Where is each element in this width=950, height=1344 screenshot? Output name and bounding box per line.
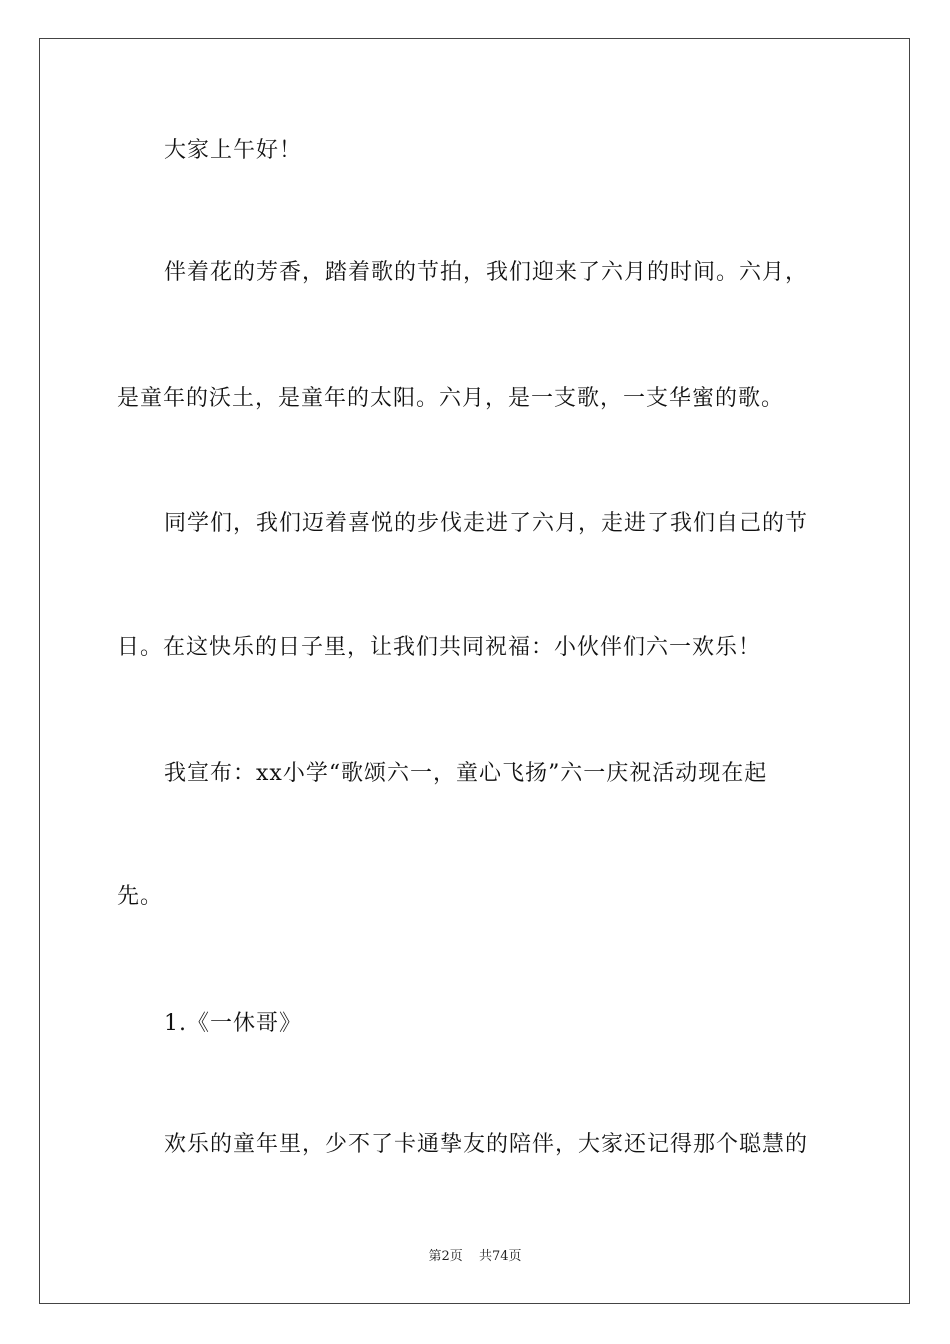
text-line: 伴着花的芳香，踏着歌的节拍，我们迎来了六月的时间。六月， bbox=[164, 260, 809, 285]
text-line: 1.《一休哥》 bbox=[164, 1011, 302, 1036]
text-line: 我宣布：xx小学“歌颂六一，童心飞扬”六一庆祝活动现在起 bbox=[164, 761, 768, 786]
text-line: 日。在这快乐的日子里，让我们共同祝福：小伙伴们六一欢乐！ bbox=[117, 635, 762, 660]
page-footer bbox=[0, 1248, 950, 1266]
page-number: 第2页 bbox=[428, 1249, 463, 1264]
text-line: 大家上午好！ bbox=[164, 138, 303, 163]
text-line: 欢乐的童年里，少不了卡通挚友的陪伴，大家还记得那个聪慧的 bbox=[164, 1132, 809, 1157]
page-total: 共74页 bbox=[478, 1249, 522, 1264]
text-line: 先。 bbox=[117, 884, 164, 909]
page-frame bbox=[39, 38, 910, 1304]
text-line: 是童年的沃土，是童年的太阳。六月，是一支歌，一支华蜜的歌。 bbox=[117, 386, 785, 411]
text-line: 同学们，我们迈着喜悦的步伐走进了六月，走进了我们自己的节 bbox=[164, 511, 809, 536]
